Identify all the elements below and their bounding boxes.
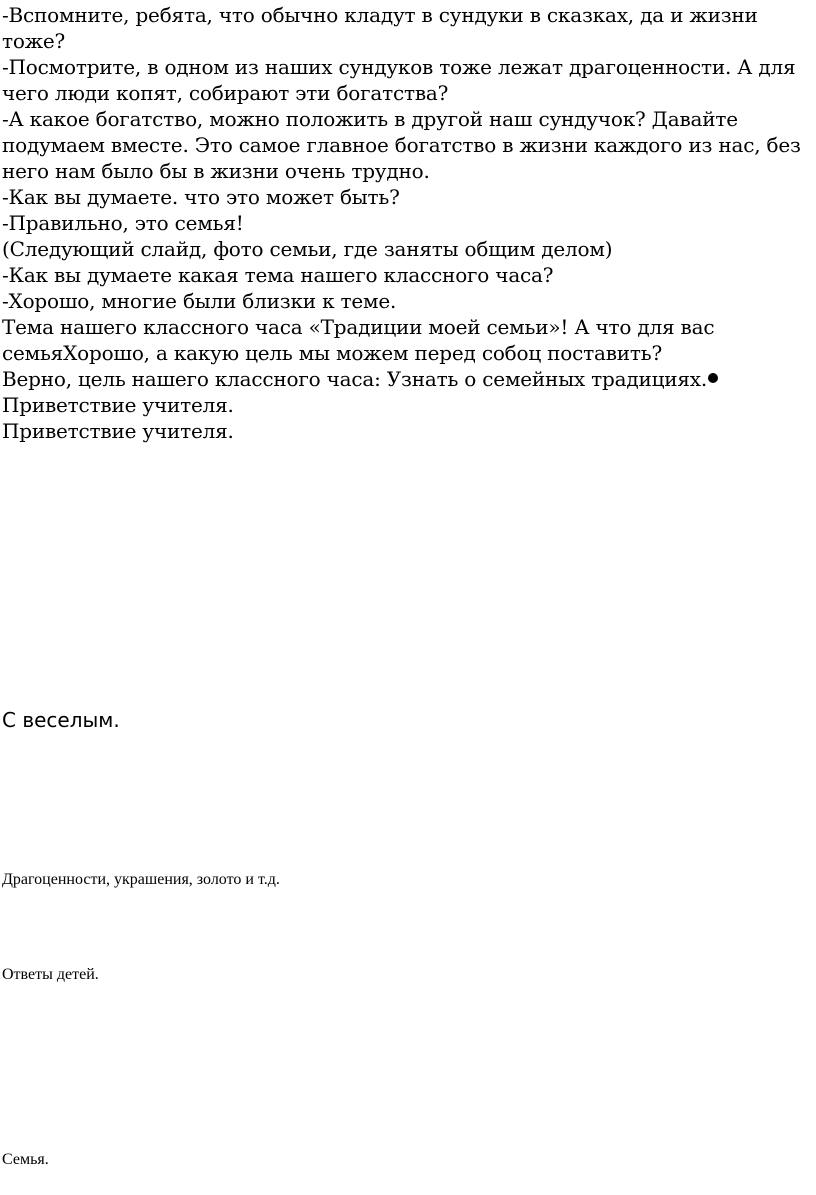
greeting-inline: Приветствие учителя. (2, 393, 234, 417)
paragraph: -Правильно, это семья! (2, 211, 244, 235)
note-children-answers: Ответы детей. (2, 966, 99, 983)
lesson-script (2, 2, 802, 444)
paragraph: -Вспомните, ребята, что обычно кладут в сундуки в сказках, да и жизни тоже? (2, 3, 758, 53)
goal-text: Верно, цель нашего классного часа: Узнать о семейных традициях. (2, 367, 708, 391)
greeting-paragraph: Приветствие учителя. (2, 419, 234, 443)
note-cheerful: С веселым. (2, 708, 120, 732)
paragraph: -А какое богатство, можно положить в другой наш сундучок? Давайте подумаем вместе. Это самое главное богатство в жизни каждого из нас, без него нам было бы в жизни очень трудно. (2, 107, 801, 183)
paragraph: -Посмотрите, в одном из наших сундуков тоже лежат драгоценности. А для чего люди копят, собирают эти богатства? (2, 55, 796, 105)
paragraph: -Как вы думаете. что это может быть? (2, 185, 400, 209)
bullet-icon (708, 373, 718, 383)
paragraph: Тема нашего классного часа «Традиции моей семьи»! А что для вас семьяХорошо, а какую цель мы можем перед собоц поставить? (2, 315, 715, 365)
paragraph: -Как вы думаете какая тема нашего классного часа? (2, 263, 554, 287)
note-treasures: Драгоценности, украшения, золото и т.д. (2, 871, 280, 888)
paragraph: (Следующий слайд, фото семьи, где заняты общим делом) (2, 237, 613, 261)
goal-paragraph (2, 366, 802, 418)
note-family: Семья. (2, 1151, 49, 1168)
paragraph: -Хорошо, многие были близки к теме. (2, 289, 397, 313)
